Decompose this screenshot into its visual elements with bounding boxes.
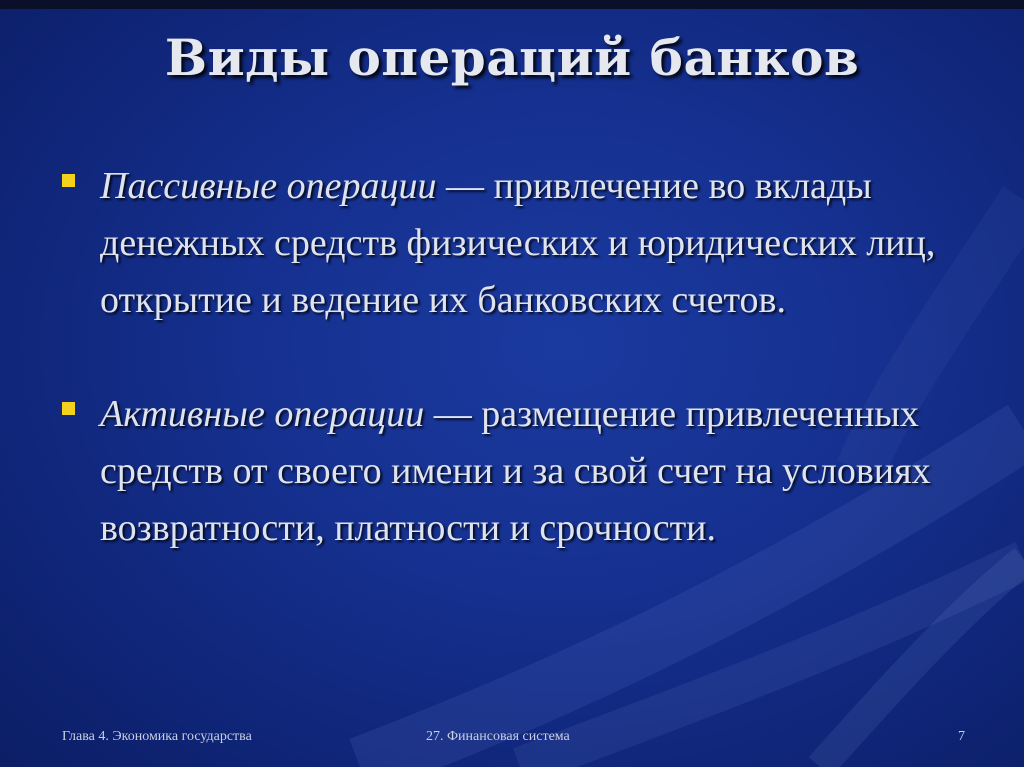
bullet-term: Активные операции [100, 393, 425, 435]
top-edge-bar [0, 0, 1024, 9]
square-bullet-icon [62, 402, 75, 415]
square-bullet-icon [62, 174, 75, 187]
slide-title: Виды операций банков [164, 28, 860, 87]
bullet-passive-operations [62, 158, 942, 329]
footer-page-number: 7 [958, 729, 965, 744]
bullet-text [100, 158, 942, 329]
bullet-definition: — привлечение во вклады денежных средств физических и юридических лиц, открытие и ведение их банковских счетов. [100, 165, 936, 321]
bullet-term: Пассивные операции [100, 165, 437, 207]
footer-section: 27. Финансовая система [426, 729, 570, 744]
bullet-active-operations [62, 386, 942, 557]
bullet-definition: — размещение привлеченных средств от своего имени и за свой счет на условиях возвратности, платности и срочности. [100, 393, 931, 549]
bullet-text [100, 386, 942, 557]
footer-chapter: Глава 4. Экономика государства [62, 729, 252, 744]
